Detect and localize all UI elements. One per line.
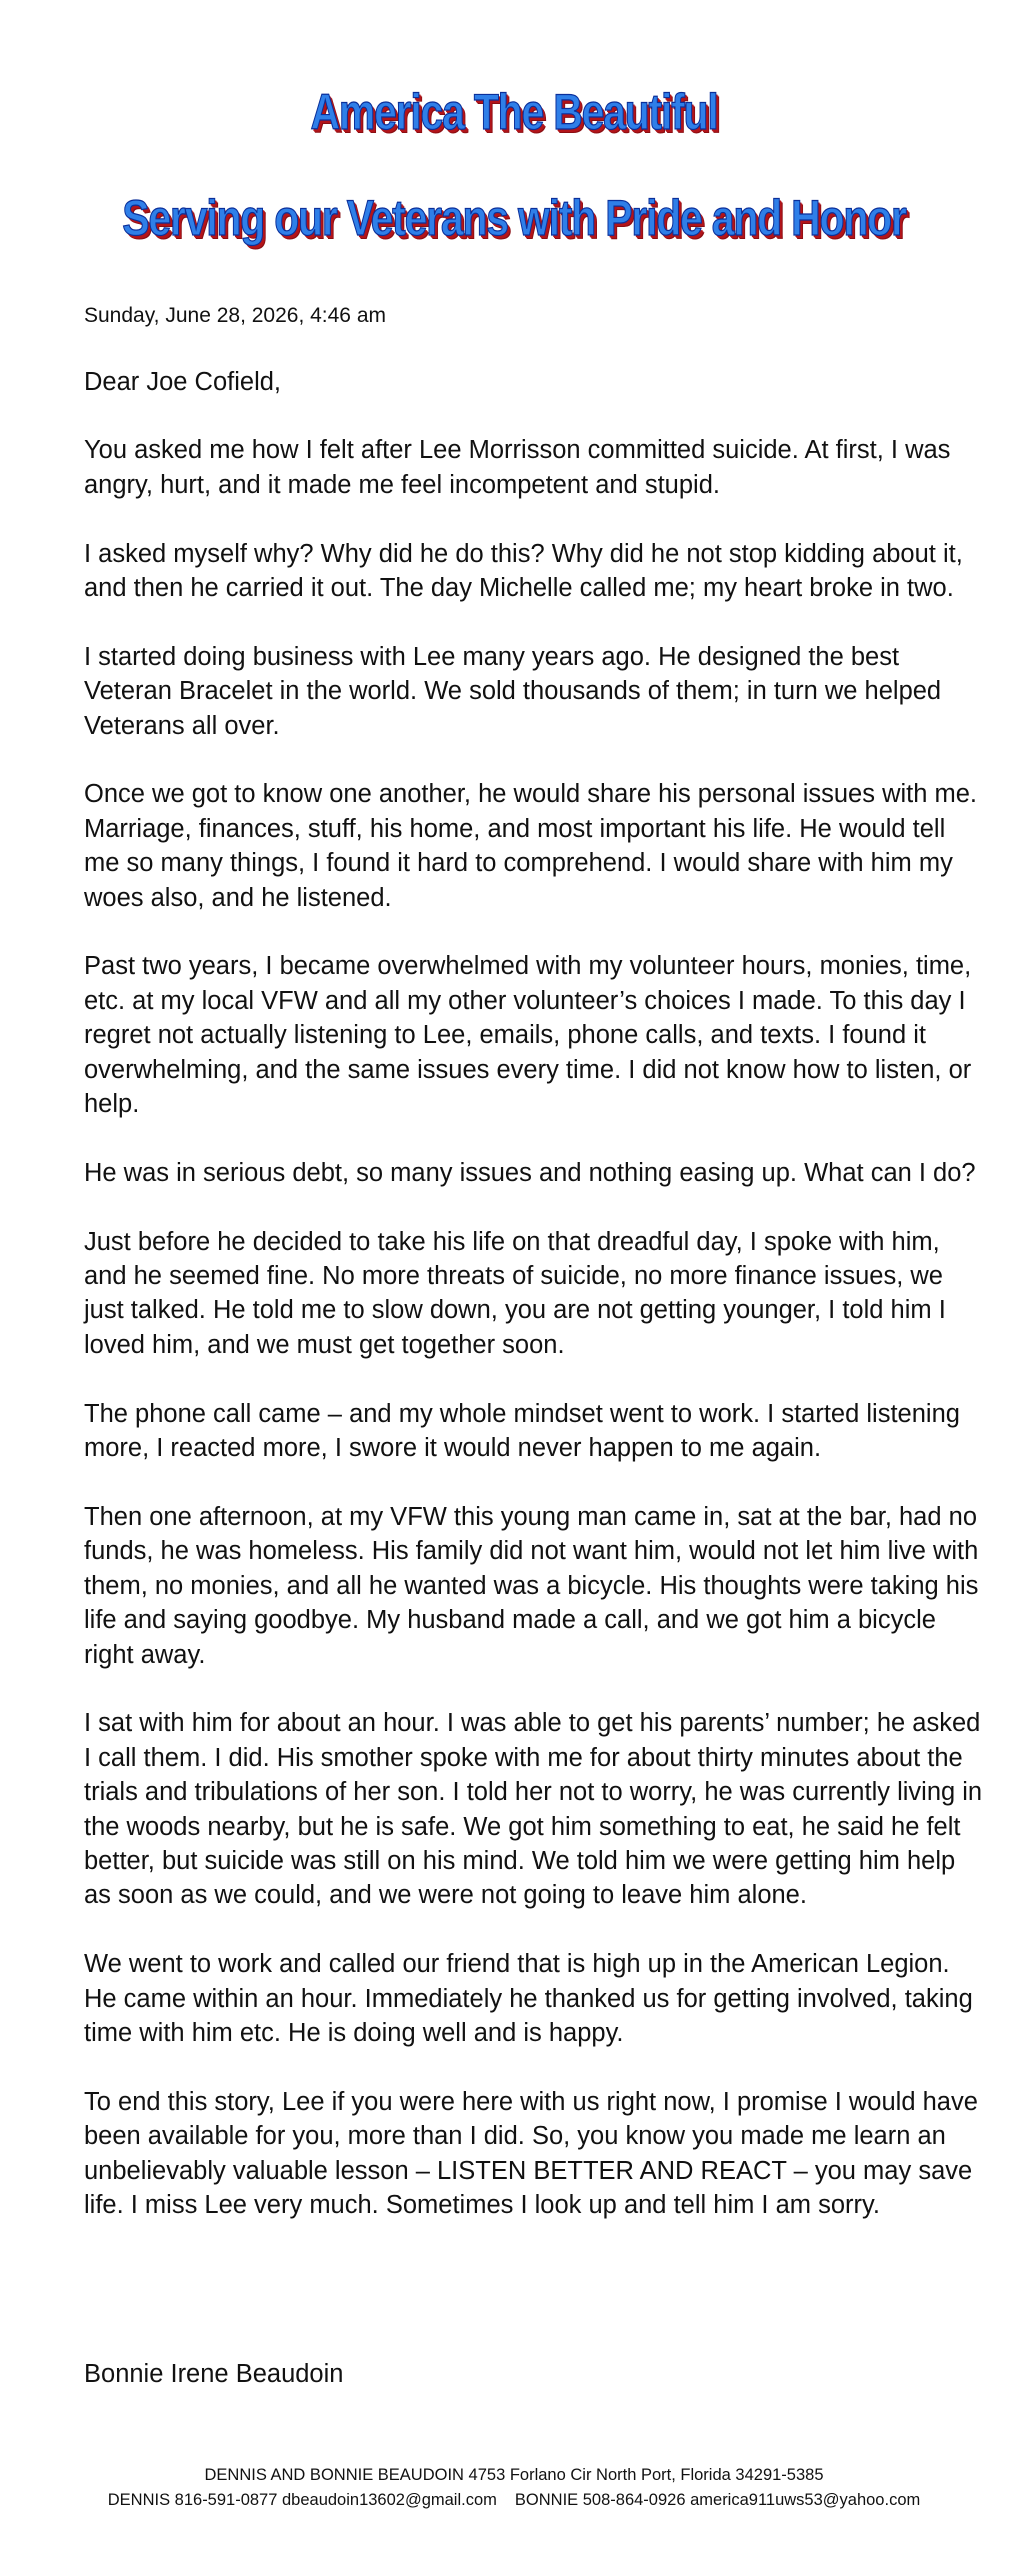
paragraph-3: I started doing business with Lee many years ago. He designed the best Veteran Bracelet in the world. We sold thousands of them; in turn we helped Veterans all over.: [84, 642, 942, 740]
paragraph-8: The phone call came – and my whole mindset went to work. I started listening more, I reacted more, I swore it would never happen to me again.: [84, 1399, 960, 1463]
footer-dennis-contact: DENNIS 816-591-0877 dbeaudoin13602@gmail.com: [107, 2491, 497, 2509]
paragraph-5: Past two years, I became overwhelmed with my volunteer hours, monies, time, etc. at my local VFW and all my other volunteer’s choices I made. To this day I regret not actually listening to Lee, emails, phone calls, and texts. I found it overwhelming, and the same issues every time. I did not know how to listen, or help.: [84, 952, 972, 1119]
footer-contact: [0, 2463, 1028, 2513]
footer-bonnie-contact: BONNIE 508-864-0926 america911uws53@yahoo.com: [514, 2491, 921, 2509]
paragraph-12: To end this story, Lee if you were here with us right now, I promise I would have been available for you, more than I did. So, you know you made me learn an unbelievably valuable lesson – LISTEN BETTER AND REACT – you may save life. I miss Lee very much. Sometimes I look up and tell him I am sorry.: [84, 2087, 978, 2219]
banner-title: America The Beautiful: [310, 84, 718, 140]
paragraph-6: He was in serious debt, so many issues and nothing easing up. What can I do?: [84, 1158, 976, 1187]
footer-address: DENNIS AND BONNIE BEAUDOIN 4753 Forlano Cir North Port, Florida 34291-5385: [204, 2466, 824, 2484]
paragraph-1: You asked me how I felt after Lee Morrisson committed suicide. At first, I was angry, hurt, and it made me feel incompetent and stupid.: [84, 436, 951, 499]
salutation: Dear Joe Cofield,: [84, 368, 282, 396]
paragraph-7: Just before he decided to take his life on that dreadful day, I spoke with him, and he seemed fine. No more threats of suicide, no more finance issues, we just talked. He told me to slow down, you are not getting younger, I told him I loved him, and we must get together soon.: [84, 1227, 946, 1359]
footer-phones: [0, 2488, 1028, 2513]
letter-body: [84, 365, 984, 2257]
paragraph-10: I sat with him for about an hour. I was able to get his parents’ number; he asked I call them. I did. His smother spoke with me for about thirty minutes about the trials and tribulations of her son. I told her not to worry, he was currently living in the woods nearby, but he is safe. We got him something to eat, he said he felt better, but suicide was still on his mind. We told him we were getting him help as soon as we could, and we were not going to leave him alone.: [84, 1709, 983, 1910]
paragraph-11: We went to work and called our friend that is high up in the American Legion. He came within an hour. Immediately he thanked us for getting involved, taking time with him etc. He is doing well and is happy.: [84, 1950, 973, 2047]
banner-subtitle: Serving our Veterans with Pride and Honor: [122, 190, 906, 246]
letter-date: Sunday, June 28, 2026, 4:46 am: [84, 304, 386, 327]
signature-name: Bonnie Irene Beaudoin: [84, 2360, 344, 2388]
paragraph-9: Then one afternoon, at my VFW this young man came in, sat at the bar, had no funds, he was homeless. His family did not want him, would not let him live with them, no monies, and all he wanted was a bicycle. His thoughts were taking his life and saying goodbye. My husband made a call, and we got him a bicycle right away.: [84, 1502, 979, 1669]
paragraph-4: Once we got to know one another, he would share his personal issues with me. Marriage, finances, stuff, his home, and most important his life. He would tell me so many things, I found it hard to comprehend. I would share with him my woes also, and he listened.: [84, 780, 978, 912]
paragraph-2: I asked myself why? Why did he do this? Why did he not stop kidding about it, and then he carried it out. The day Michelle called me; my heart broke in two.: [84, 539, 963, 603]
